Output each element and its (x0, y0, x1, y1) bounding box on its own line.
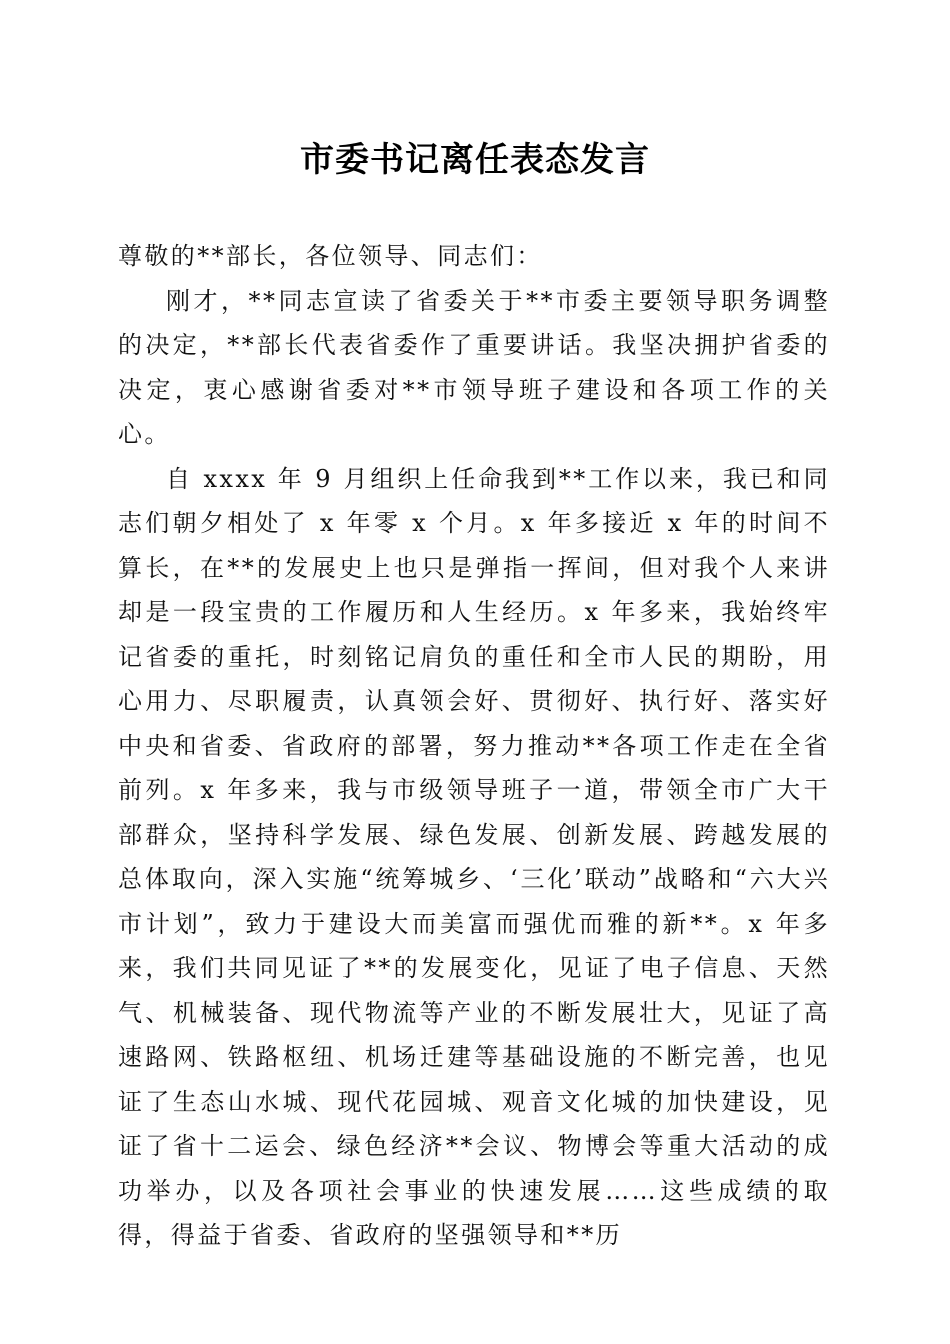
paragraph-2: 自 xxxx 年 9 月组织上任命我到**工作以来，我已和同志们朝夕相处了 x 年零 x 个月。x 年多接近 x 年的时间不算长，在**的发展史上也只是弹指一挥间，但对我个人来讲却是一段宝贵的工作履历和人生经历。x 年多来，我始终牢记省委的重托，时刻铭记肩负的重任和全市人民的期盼，用心用力、尽职履责，认真领会好、贯彻好、执行好、落实好中央和省委、省政府的部署，努力推动**各项工作走在全省前列。x 年多来，我与市级领导班子一道，带领全市广大干部群众，坚持科学发展、绿色发展、创新发展、跨越发展的总体取向，深入实施“统筹城乡、‘三化’联动”战略和“六大兴市计划”，致力于建设大而美富而强优而雅的新**。x 年多来，我们共同见证了**的发展变化，见证了电子信息、天然气、机械装备、现代物流等产业的不断发展壮大，见证了高速路网、铁路枢纽、机场迁建等基础设施的不断完善，也见证了生态山水城、现代花园城、观音文化城的加快建设，见证了省十二运会、绿色经济**会议、物博会等重大活动的成功举办，以及各项社会事业的快速发展……这些成绩的取得，得益于省委、省政府的坚强领导和**历 (118, 464, 830, 1249)
salutation: 尊敬的**部长，各位领导、同志们： (118, 242, 543, 270)
document-body (118, 234, 830, 1258)
document-title: 市委书记离任表态发言 (300, 140, 650, 180)
paragraph-1: 刚才，**同志宣读了省委关于**市委主要领导职务调整的决定，**部长代表省委作了重要讲话。我坚决拥护省委的决定，衷心感谢省委对**市领导班子建设和各项工作的关心。 (118, 286, 830, 448)
